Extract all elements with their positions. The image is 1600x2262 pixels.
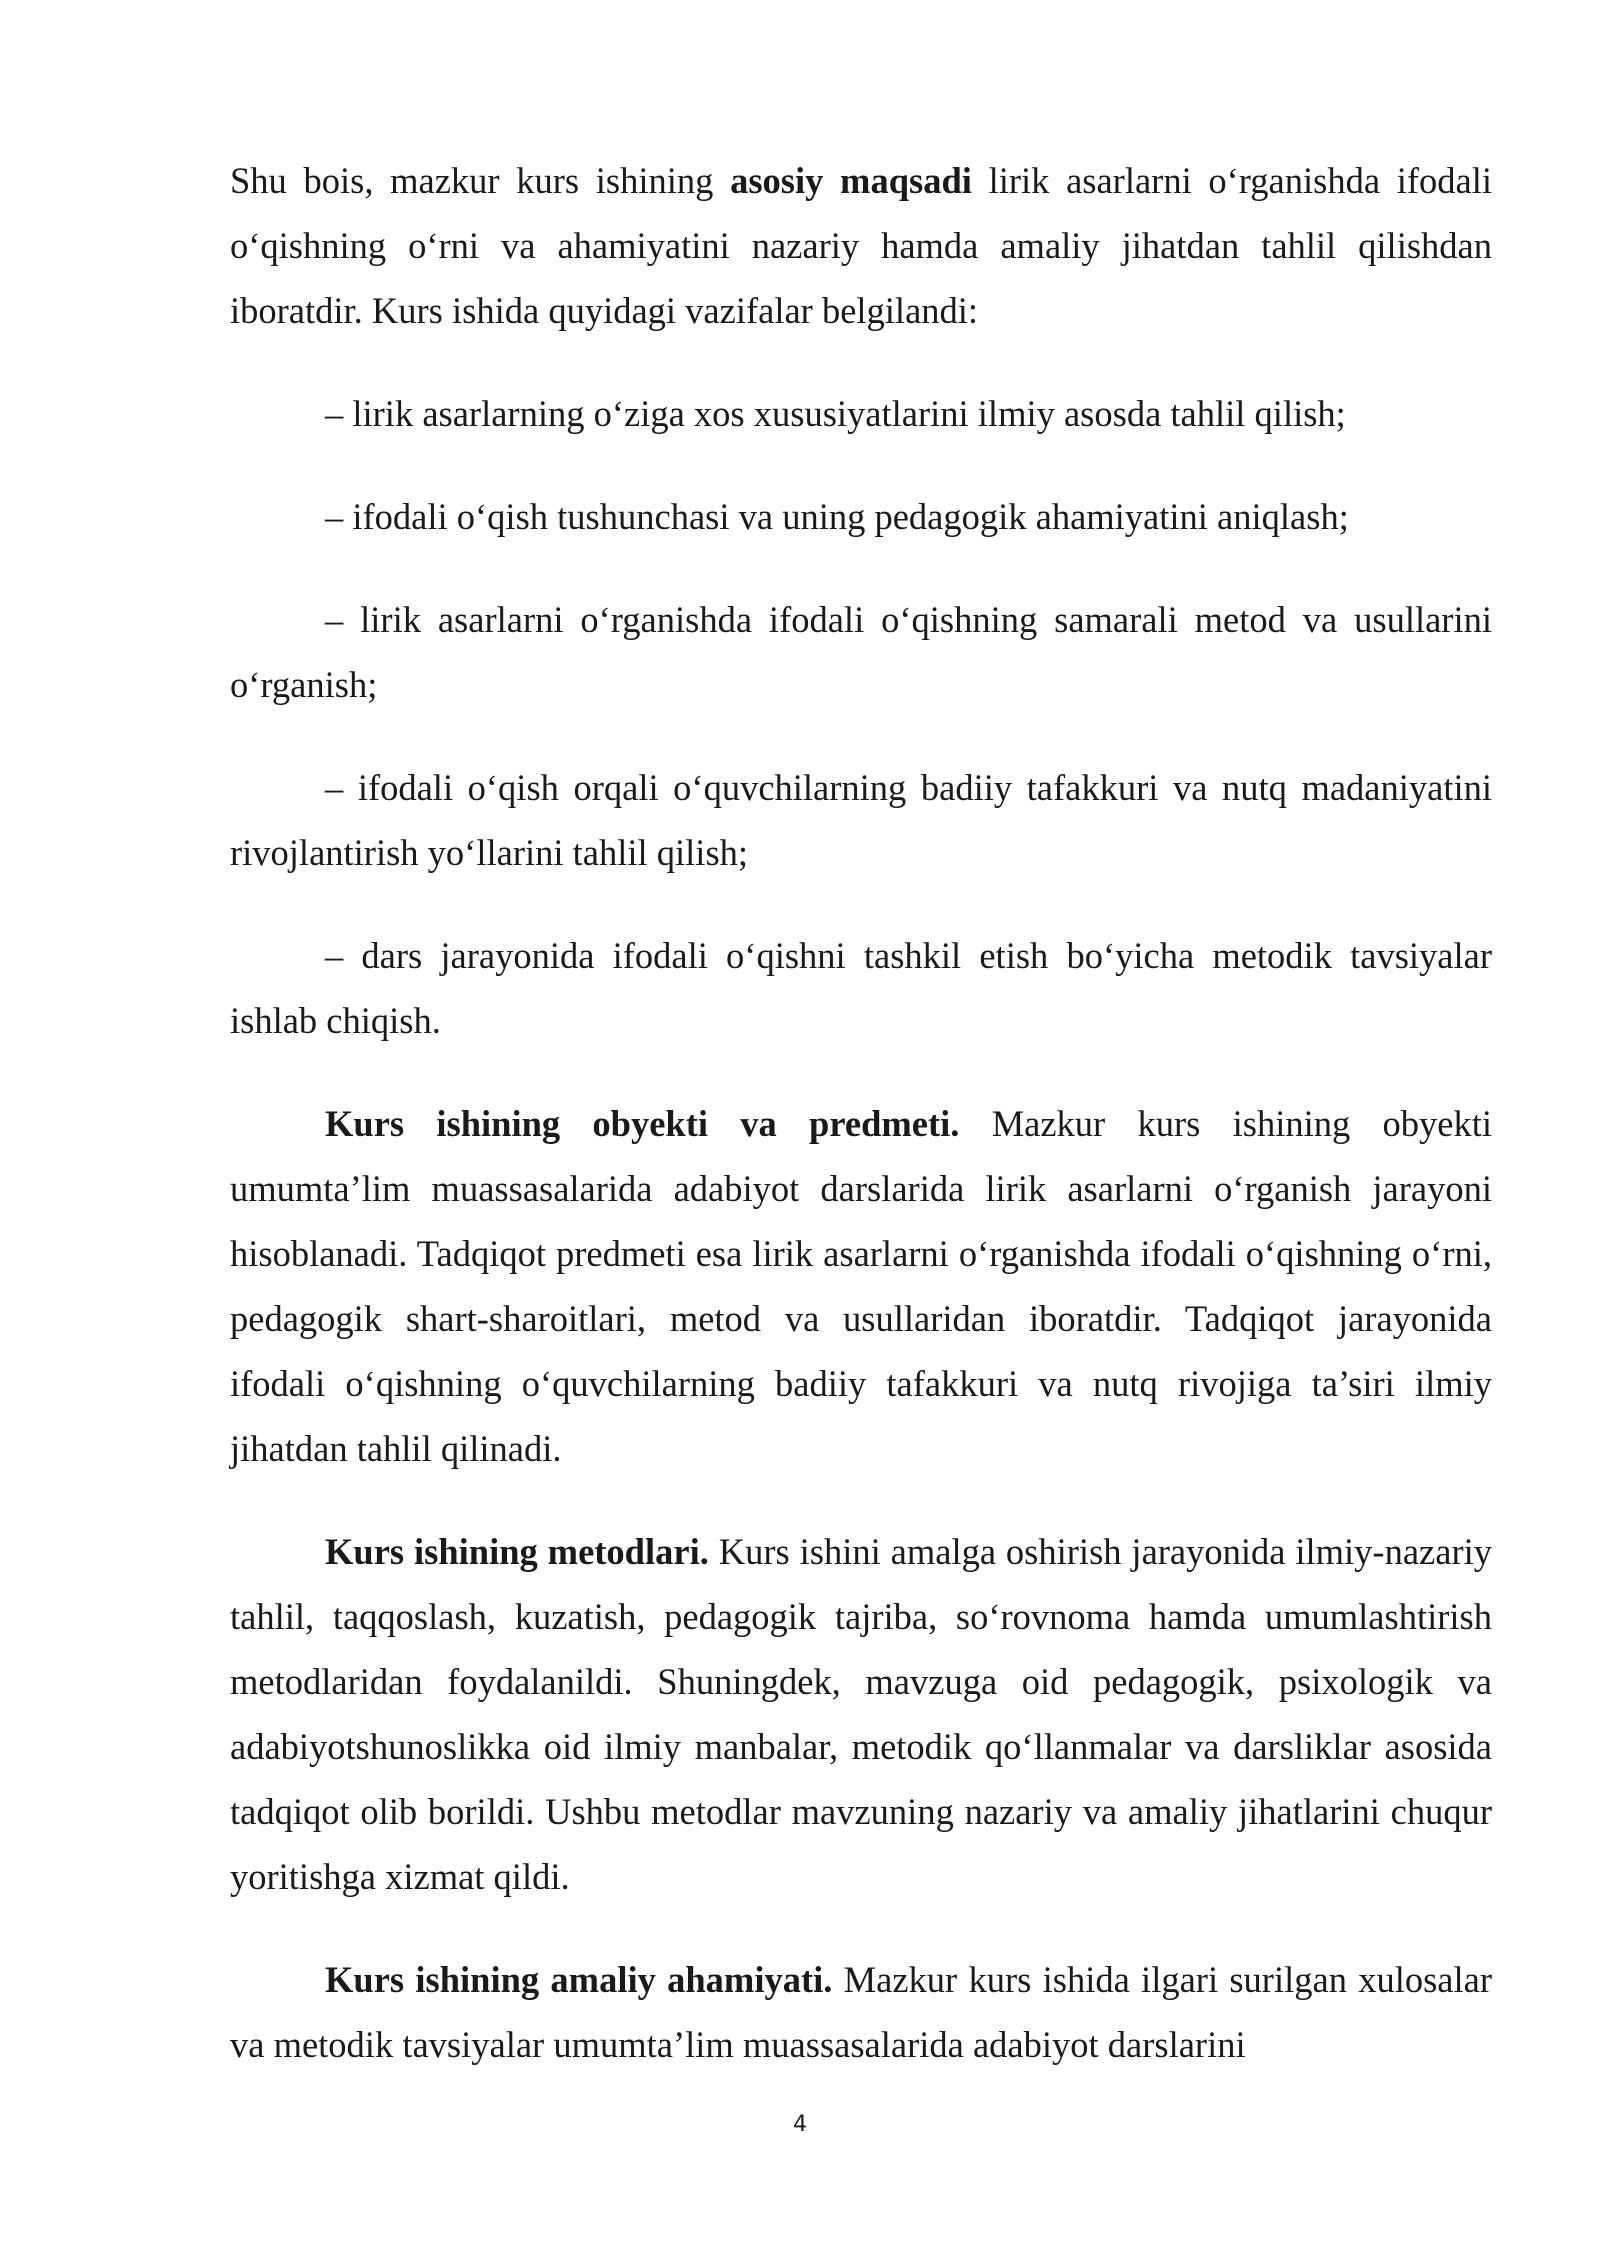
text-run: – lirik asarlarning o‘ziga xos xususiyatlarini ilmiy asosda tahlil qilish; <box>325 393 1346 434</box>
text-run: lirik asarlarni o‘rganishda ifodali o‘qishning o‘rni va ahamiyatini nazariy hamda amaliy jihatdan tahlil qilishdan iboratdir. Kurs ishida quyidagi vazifalar belgilandi: <box>230 160 1492 331</box>
section-heading: Kurs ishining obyekti va predmeti. <box>325 1103 960 1144</box>
text-run: Mazkur kurs ishining obyekti umumta’lim muassasalarida adabiyot darslarida lirik asarlarni o‘rganish jarayoni hisoblanadi. Tadqiqot predmeti esa lirik asarlarni o‘rganishda ifodali o‘qishning o‘rni, pedagogik shart-sharoitlari, metod va usullaridan iboratdir. Tadqiqot jarayonida ifodali o‘qishning o‘quvchilarning badiiy tafakkuri va nutq rivojiga ta’siri ilmiy jihatdan tahlil qilinadi. <box>230 1103 1492 1469</box>
task-list-item <box>230 381 1492 446</box>
section-heading: Kurs ishining amaliy ahamiyati. <box>325 1959 833 2000</box>
paragraph-object-subject <box>230 1091 1492 1481</box>
text-run: Kurs ishini amalga oshirish jarayonida ilmiy-nazariy tahlil, taqqoslash, kuzatish, pedagogik tajriba, so‘rovnoma hamda umumlashtirish metodlaridan foydalanildi. Shuningdek, mavzuga oid pedagogik, psixologik va adabiyotshunoslikka oid ilmiy manbalar, metodik qo‘llanmalar va darsliklar asosida tadqiqot olib borildi. Ushbu metodlar mavzuning nazariy va amaliy jihatlarini chuqur yoritishga xizmat qildi. <box>230 1531 1492 1897</box>
text-run: – dars jarayonida ifodali o‘qishni tashkil etish bo‘yicha metodik tavsiyalar ishlab chiqish. <box>230 935 1492 1041</box>
task-list-item <box>230 587 1492 717</box>
text-run: Shu bois, mazkur kurs ishining <box>230 160 731 201</box>
task-list-item <box>230 484 1492 549</box>
paragraph-practical-significance <box>230 1947 1492 2077</box>
page-number: 4 <box>793 2112 807 2137</box>
text-run: – lirik asarlarni o‘rganishda ifodali o‘qishning samarali metod va usullarini o‘rganish; <box>230 599 1492 705</box>
paragraph-methods <box>230 1519 1492 1909</box>
bold-term: asosiy maqsadi <box>730 160 972 201</box>
text-run: Mazkur kurs ishida ilgari surilgan xulosalar va metodik tavsiyalar umumta’lim muassasalarida adabiyot darslarini <box>230 1959 1493 2065</box>
task-list-item <box>230 923 1492 1053</box>
text-run: – ifodali o‘qish tushunchasi va uning pedagogik ahamiyatini aniqlash; <box>325 496 1349 537</box>
task-list-item <box>230 755 1492 885</box>
page-body-text <box>230 148 1492 2115</box>
paragraph-aim <box>230 148 1492 343</box>
section-heading: Kurs ishining metodlari. <box>325 1531 709 1572</box>
text-run: – ifodali o‘qish orqali o‘quvchilarning badiiy tafakkuri va nutq madaniyatini rivojlantirish yo‘llarini tahlil qilish; <box>230 767 1492 873</box>
